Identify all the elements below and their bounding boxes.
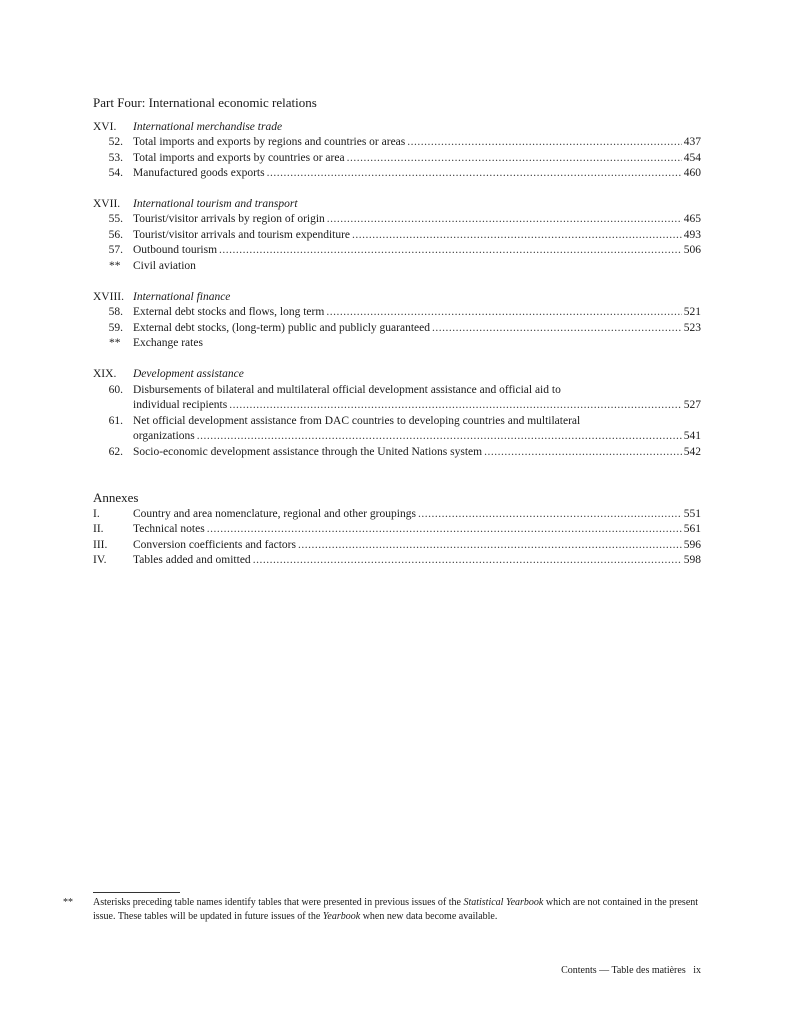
toc-entry-53[interactable] (93, 151, 701, 166)
footer-label: Contents — Table des matières (561, 965, 686, 976)
section-roman: XVIII. (93, 291, 124, 303)
entry-label: External debt stocks, (long-term) public and publicly guaranteed (133, 322, 430, 334)
entry-number: 57. (108, 244, 123, 256)
entry-label: Total imports and exports by countries or area (133, 152, 345, 164)
entry-page: 465 (683, 213, 701, 225)
section-roman: XVI. (93, 121, 117, 133)
footnote-text-part: Asterisks preceding table names identify tables that were presented in previous issues of the (93, 897, 464, 908)
entry-number: 59. (108, 322, 123, 334)
annex-number: I. (93, 508, 100, 520)
section-title-xviii (93, 290, 703, 305)
entry-label: Manufactured goods exports (133, 167, 265, 179)
entry-page: 527 (683, 399, 701, 411)
dot-leader (484, 445, 682, 460)
entry-label: Tourist/visitor arrivals by region of origin (133, 213, 325, 225)
toc-entry-57[interactable] (93, 243, 701, 258)
entry-page: 523 (683, 322, 701, 334)
entry-page: 493 (683, 229, 701, 241)
toc-entry-58[interactable] (93, 305, 701, 320)
footnote-text-part: which are not contained in the present issue. These tables will be updated in future issues of the (93, 897, 699, 922)
entry-number: 62. (108, 446, 123, 458)
entry-page: 521 (683, 306, 701, 318)
toc-entry-52[interactable] (93, 135, 701, 150)
entry-label-continued: individual recipients (133, 399, 228, 411)
section-roman: XIX. (93, 368, 117, 380)
section-title-text: International tourism and transport (133, 198, 298, 210)
entry-number: 56. (108, 229, 123, 241)
toc-entry-59[interactable] (93, 321, 701, 336)
entry-label: Exchange rates (133, 337, 203, 349)
entry-number: 53. (108, 152, 123, 164)
toc-entry-60-continued[interactable] (93, 398, 701, 413)
entry-label: Country and area nomenclature, regional and other groupings (133, 508, 416, 520)
dot-leader (253, 553, 682, 568)
dot-leader (229, 398, 682, 413)
toc-entry-55[interactable] (93, 212, 701, 227)
dot-leader (197, 429, 682, 444)
dot-leader (407, 135, 682, 150)
dot-leader (347, 151, 682, 166)
page-number: ix (693, 965, 701, 976)
entry-page: 598 (683, 554, 701, 566)
annexes-heading: Annexes (93, 490, 139, 505)
entry-label-continued: organizations (133, 430, 195, 442)
section-roman: XVII. (93, 198, 121, 210)
entry-label: Technical notes (133, 523, 205, 535)
entry-label: Total imports and exports by regions and countries or areas (133, 136, 406, 148)
toc-entry-56[interactable] (93, 228, 701, 243)
entry-label: Civil aviation (133, 260, 196, 272)
footnote-marker: ** (63, 897, 73, 908)
section-title-text: International merchandise trade (133, 121, 283, 133)
entry-number: 60. (108, 384, 123, 396)
annex-number: II. (93, 523, 104, 535)
asterisk-marker: ** (109, 260, 121, 272)
toc-entry-civil-aviation[interactable] (93, 259, 701, 274)
entry-page: 460 (683, 167, 701, 179)
annex-entry-iv[interactable] (93, 553, 701, 568)
entry-page: 561 (683, 523, 701, 535)
section-title-xvii (93, 197, 703, 212)
entry-label: Socio-economic development assistance through the United Nations system (133, 446, 483, 458)
entry-label: Conversion coefficients and factors (133, 539, 296, 551)
entry-label: Outbound tourism (133, 244, 218, 256)
footnote-divider (93, 892, 180, 893)
entry-label: Net official development assistance from DAC countries to developing countries and multilateral (133, 415, 581, 427)
asterisk-marker: ** (109, 337, 121, 349)
entry-number: 61. (108, 415, 123, 427)
annex-entry-i[interactable] (93, 507, 701, 522)
dot-leader (207, 522, 682, 537)
entry-label: Tourist/visitor arrivals and tourism expenditure (133, 229, 351, 241)
toc-entry-61[interactable] (93, 414, 701, 429)
dot-leader (432, 321, 682, 336)
dot-leader (219, 243, 682, 258)
footnote-italic-yearbook: Yearbook (322, 911, 361, 922)
toc-entry-exchange-rates[interactable] (93, 336, 701, 351)
toc-entry-54[interactable] (93, 166, 701, 181)
entry-page: 542 (683, 446, 701, 458)
dot-leader (418, 507, 682, 522)
footnote-text-part: when new data become available. (360, 911, 498, 922)
entry-label: Tables added and omitted (133, 554, 251, 566)
entry-label: Disbursements of bilateral and multilateral official development assistance and official aid to (133, 384, 561, 396)
dot-leader (327, 212, 682, 227)
entry-label: External debt stocks and flows, long term (133, 306, 325, 318)
toc-entry-60[interactable] (93, 383, 701, 398)
entry-page: 437 (683, 136, 701, 148)
dot-leader (352, 228, 682, 243)
toc-entry-61-continued[interactable] (93, 429, 701, 444)
entry-page: 454 (683, 152, 701, 164)
dot-leader (298, 538, 682, 553)
entry-number: 54. (108, 167, 123, 179)
annex-number: IV. (93, 554, 107, 566)
section-title-xix (93, 367, 703, 382)
footnote-text (93, 896, 703, 924)
section-title-text: International finance (133, 291, 231, 303)
entry-number: 55. (108, 213, 123, 225)
annex-number: III. (93, 539, 108, 551)
section-title-text: Development assistance (133, 368, 244, 380)
annex-entry-ii[interactable] (93, 522, 701, 537)
toc-entry-62[interactable] (93, 445, 701, 460)
footnote-italic-yearbook-title: Statistical Yearbook (463, 897, 544, 908)
entry-page: 506 (683, 244, 701, 256)
section-title-xvi (93, 120, 703, 135)
entry-number: 52. (108, 136, 123, 148)
entry-page: 551 (683, 508, 701, 520)
page-footer (540, 965, 701, 976)
entry-page: 596 (683, 539, 701, 551)
dot-leader (326, 305, 681, 320)
entry-page: 541 (683, 430, 701, 442)
entry-number: 58. (108, 306, 123, 318)
page-heading: Part Four: International economic relations (93, 95, 317, 110)
dot-leader (267, 166, 682, 181)
annex-entry-iii[interactable] (93, 538, 701, 553)
